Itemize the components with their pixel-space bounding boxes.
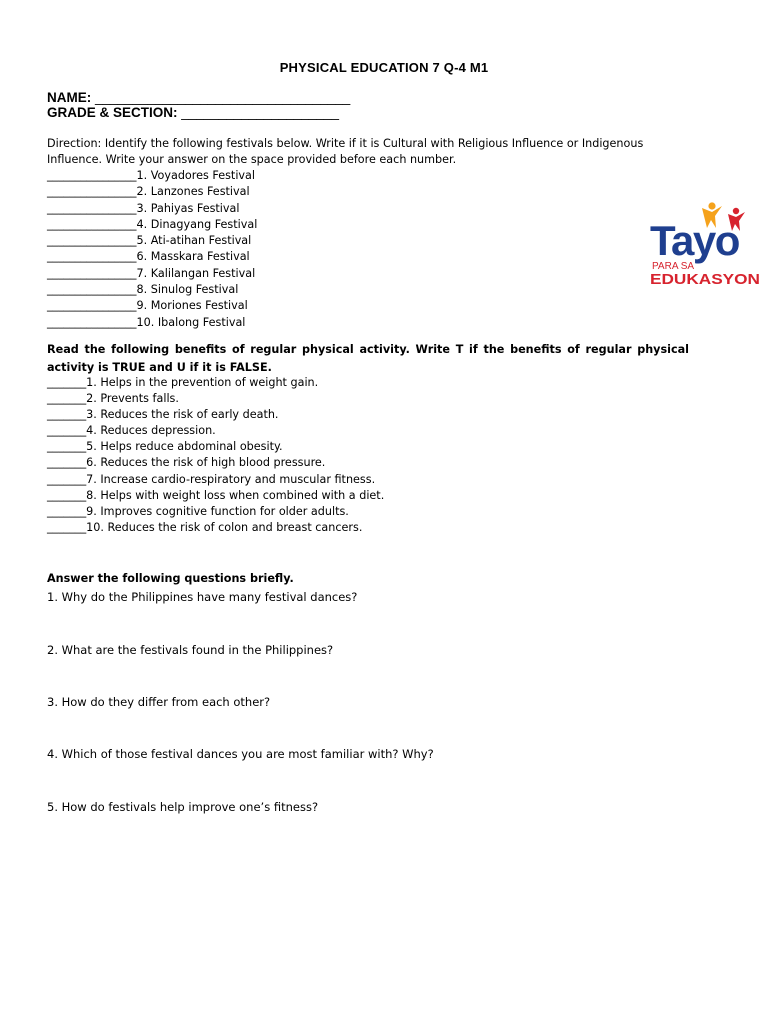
benefit-item: _______5. Helps reduce abdominal obesity.: [47, 440, 283, 454]
questions-instruction: Answer the following questions briefly.: [47, 572, 294, 585]
true-false-instruction: Read the following benefits of regular physical activity. Write T if the benefits of regular physical activity is TRUE and U if it is FALSE.: [47, 343, 689, 374]
grade-section-label: GRADE & SECTION:: [47, 105, 178, 120]
festival-list: [47, 168, 257, 331]
benefit-item: _______7. Increase cardio-respiratory and muscular fitness.: [47, 472, 376, 486]
logo-line2: EDUKASYON: [650, 271, 760, 288]
festival-item: ________________7. Kalilangan Festival: [47, 266, 256, 280]
festival-item: ________________3. Pahiyas Festival: [47, 201, 240, 215]
figure-head-red: [733, 208, 739, 214]
festival-item: ________________6. Masskara Festival: [47, 250, 250, 264]
question-3: 3. How do they differ from each other?: [47, 695, 271, 709]
benefits-list: [47, 375, 384, 536]
logo-word: Tayo: [650, 217, 739, 264]
benefit-item: _______3. Reduces the risk of early death.: [47, 408, 279, 422]
benefit-item: _______9. Improves cognitive function for older adults.: [47, 504, 349, 518]
festival-item: ________________4. Dinagyang Festival: [47, 217, 258, 231]
logo-line1: PARA SA: [652, 261, 695, 272]
direction-text: Direction: Identify the following festivals below. Write if it is Cultural with Religious Influence or Indigenous Influence. Write your answer on the space provided before each number.: [47, 137, 644, 166]
benefit-item: _______10. Reduces the risk of colon and breast cancers.: [47, 520, 363, 534]
name-line: [47, 90, 350, 105]
question-2: 2. What are the festivals found in the Philippines?: [47, 643, 334, 657]
festival-item: ________________9. Moriones Festival: [47, 299, 248, 313]
tayo-logo: [650, 198, 762, 288]
festival-item: ________________1. Voyadores Festival: [47, 169, 256, 182]
benefit-item: _______6. Reduces the risk of high blood pressure.: [47, 456, 326, 470]
festival-item: ________________8. Sinulog Festival: [47, 283, 239, 297]
worksheet-title: PHYSICAL EDUCATION 7 Q-4 M1: [279, 60, 489, 75]
name-label: NAME:: [47, 90, 92, 105]
question-4: 4. Which of those festival dances you are most familiar with? Why?: [47, 747, 434, 761]
grade-section-line: [47, 105, 339, 120]
name-blank: __________________________________: [95, 90, 351, 105]
festival-item: ________________2. Lanzones Festival: [47, 185, 250, 199]
grade-section-blank: _____________________: [181, 105, 339, 120]
festival-item: ________________5. Ati-atihan Festival: [47, 234, 252, 248]
festival-item: ________________10. Ibalong Festival: [47, 315, 246, 329]
question-5: 5. How do festivals help improve one’s fitness?: [47, 800, 319, 814]
benefit-item: _______8. Helps with weight loss when combined with a diet.: [47, 488, 385, 502]
figure-head-orange: [708, 202, 715, 209]
question-1: 1. Why do the Philippines have many festival dances?: [47, 590, 358, 604]
benefit-item: _______2. Prevents falls.: [47, 392, 179, 406]
benefit-item: _______4. Reduces depression.: [47, 424, 216, 438]
benefit-item: _______1. Helps in the prevention of weight gain.: [47, 376, 319, 389]
